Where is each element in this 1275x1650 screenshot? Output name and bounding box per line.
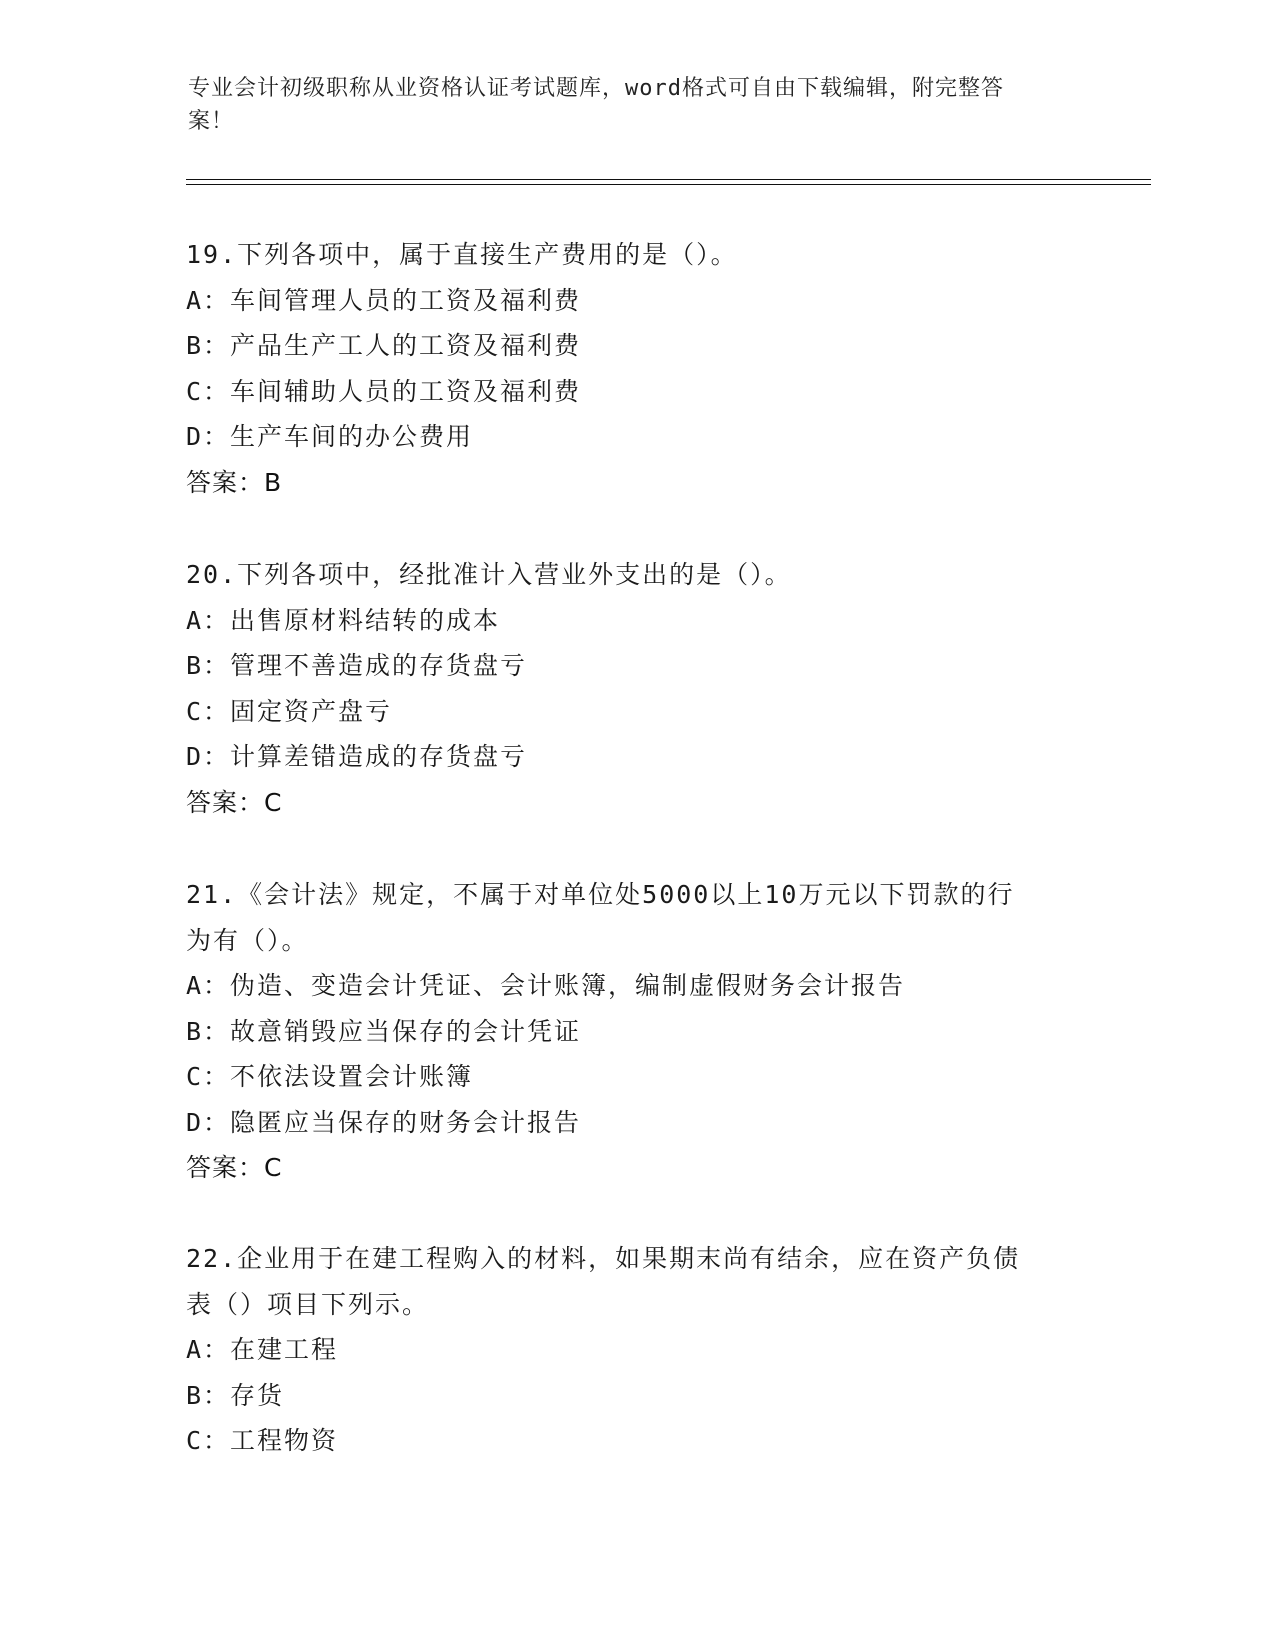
option-c: C：固定资产盘亏 (186, 696, 393, 726)
question-stem (186, 872, 1086, 963)
option-a: A：车间管理人员的工资及福利费 (186, 285, 582, 315)
question-stem (186, 552, 1086, 598)
answer-label: 答案：B (186, 467, 283, 497)
option-b: B：产品生产工人的工资及福利费 (186, 331, 582, 360)
option-c: C：不依法设置会计账簿 (186, 1062, 474, 1091)
option-d: D：隐匿应当保存的财务会计报告 (186, 1107, 582, 1137)
question-stem (186, 232, 1086, 278)
option-b: B：故意销毁应当保存的会计凭证 (186, 1016, 582, 1046)
option-c: C：车间辅助人员的工资及福利费 (186, 376, 582, 406)
option-a: A：在建工程 (186, 1335, 339, 1364)
question-20 (186, 552, 1086, 825)
header-divider-bottom (186, 184, 1151, 185)
option-a: A：伪造、变造会计凭证、会计账簿，编制虚假财务会计报告 (186, 971, 906, 1000)
document-header (188, 72, 1068, 138)
option-a: A：出售原材料结转的成本 (186, 605, 501, 635)
question-21 (186, 872, 1086, 1191)
header-divider-top (186, 179, 1151, 180)
stem-line: 19.下列各项中，属于直接生产费用的是（）。 (186, 240, 738, 269)
option-d: D：生产车间的办公费用 (186, 422, 474, 451)
option-d: D：计算差错造成的存货盘亏 (186, 742, 528, 771)
stem-line: 21.《会计法》规定，不属于对单位处5000以上10万元以下罚款的行 (186, 880, 1015, 909)
option-b: B：管理不善造成的存货盘亏 (186, 651, 528, 680)
option-c: C：工程物资 (186, 1426, 339, 1455)
stem-line: 22.企业用于在建工程购入的材料，如果期末尚有结余，应在资产负债 (186, 1244, 1021, 1273)
question-22 (186, 1236, 1086, 1464)
header-line-1: 专业会计初级职称从业资格认证考试题库，word格式可自由下载编辑，附完整答 (188, 76, 1004, 101)
question-19 (186, 232, 1086, 505)
stem-line: 为有（）。 (186, 925, 309, 955)
stem-line: 20.下列各项中，经批准计入营业外支出的是（）。 (186, 560, 792, 589)
stem-line: 表（）项目下列示。 (186, 1289, 430, 1319)
answer-label: 答案：C (186, 1153, 283, 1182)
option-b: B：存货 (186, 1380, 285, 1410)
answer-label: 答案：C (186, 787, 283, 817)
header-line-2: 案！ (188, 109, 235, 134)
question-stem (186, 1236, 1086, 1327)
